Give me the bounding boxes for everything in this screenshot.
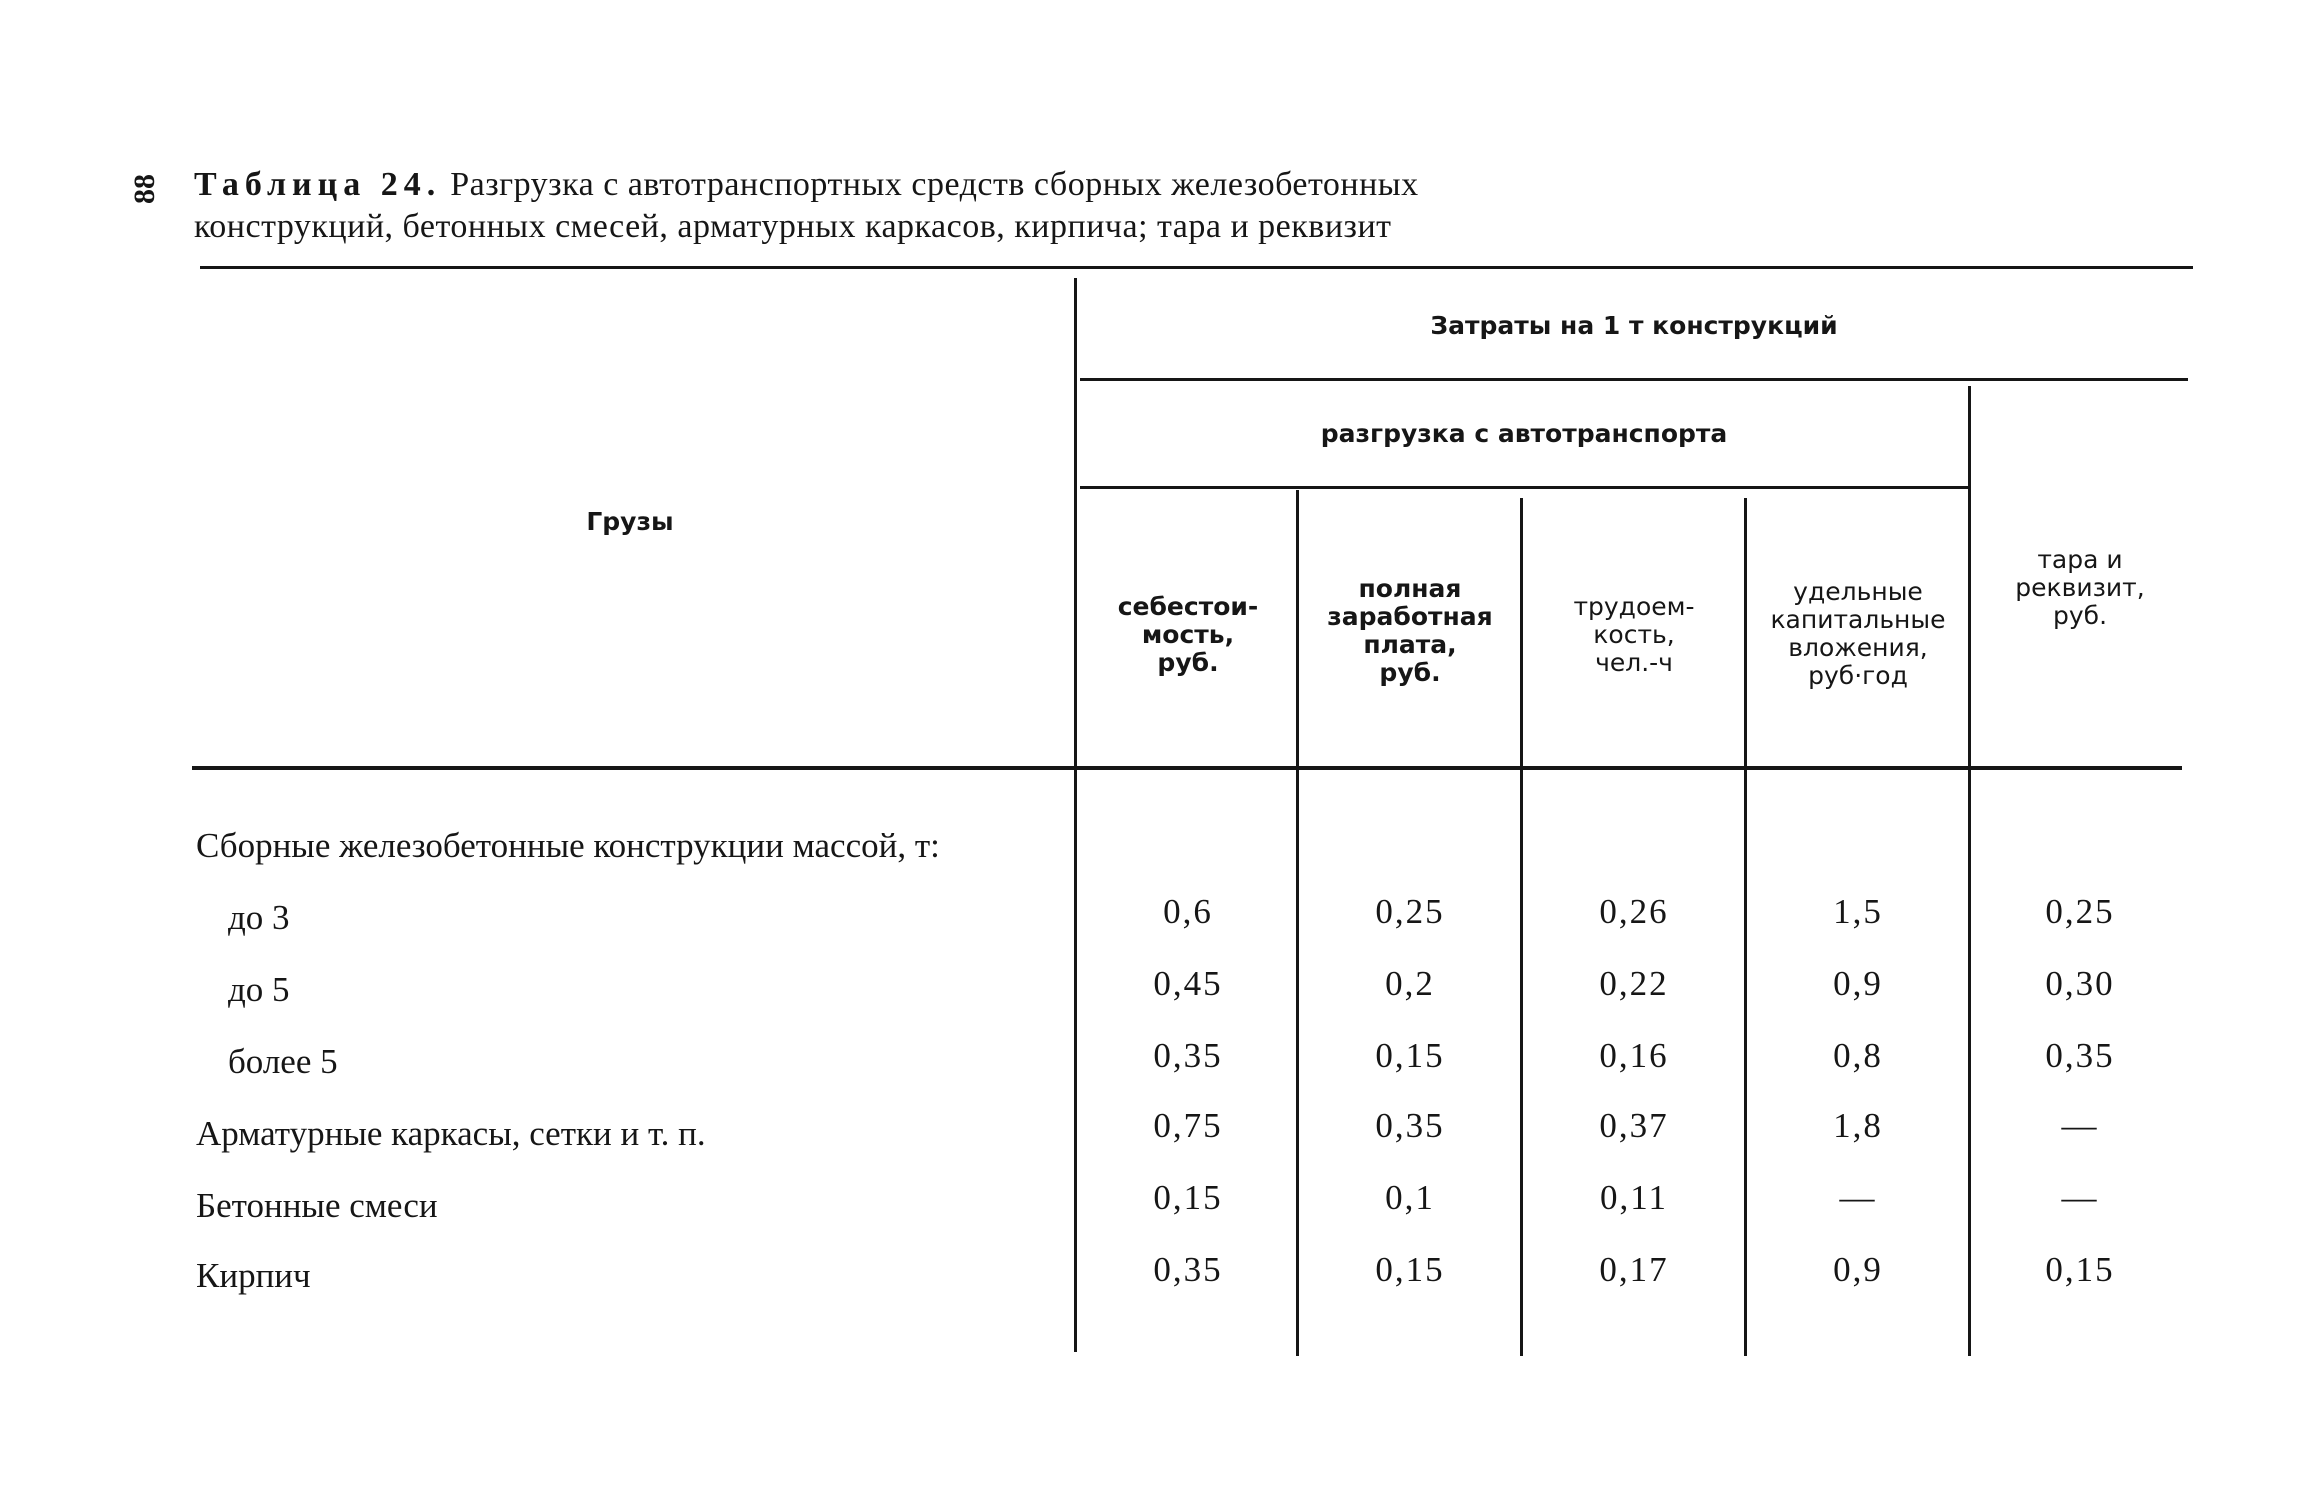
header-cost-price-line: руб. xyxy=(1157,648,1219,677)
header-wages-line: полная xyxy=(1358,574,1462,603)
table-cell: 0,26 xyxy=(1599,892,1669,931)
header-investment xyxy=(1748,554,1968,714)
row-label: до 3 xyxy=(228,898,290,937)
header-wages xyxy=(1300,556,1520,706)
header-unloading: разгрузка с автотранспорта xyxy=(1320,419,1728,448)
table-cell: 0,2 xyxy=(1385,964,1435,1003)
costs-rule xyxy=(1080,378,2188,381)
header-labor xyxy=(1524,560,1744,710)
caption-title: Разгрузка с автотранспортных средств сборных железобетонных xyxy=(450,166,1419,203)
table-cell: — xyxy=(2061,1106,2099,1145)
header-cost-price xyxy=(1080,560,1296,710)
column-divider-1 xyxy=(1296,490,1299,1356)
table-cell: 0,6 xyxy=(1163,892,1213,931)
caption-line-1 xyxy=(194,164,1674,206)
header-investment-line: капитальные xyxy=(1770,605,1946,634)
header-labor-line: трудоем- xyxy=(1573,592,1695,621)
table-cell: 0,25 xyxy=(1375,892,1445,931)
table-cell: 1,5 xyxy=(1833,892,1883,931)
caption-label: Таблица 24. xyxy=(194,166,442,203)
header-packaging-line: тара и xyxy=(2037,545,2123,574)
row-label: Арматурные каркасы, сетки и т. п. xyxy=(196,1114,706,1153)
table-cell: 0,25 xyxy=(2045,892,2115,931)
goods-column-divider xyxy=(1074,278,1077,1352)
table-cell: 0,45 xyxy=(1153,964,1223,1003)
table-cell: 0,35 xyxy=(1153,1250,1223,1289)
unloading-rule xyxy=(1080,486,1968,489)
row-label: до 5 xyxy=(228,970,290,1009)
column-divider-2 xyxy=(1520,498,1523,1356)
table-caption xyxy=(194,164,1674,248)
header-costs: Затраты на 1 т конструкций xyxy=(1430,311,1838,340)
table-cell: 0,17 xyxy=(1599,1250,1669,1289)
table-cell: 0,15 xyxy=(1375,1250,1445,1289)
table-cell: 0,11 xyxy=(1600,1178,1668,1217)
table-cell: 0,16 xyxy=(1599,1036,1669,1075)
table-cell: 0,35 xyxy=(2045,1036,2115,1075)
page-number: 88 xyxy=(128,174,161,204)
header-investment-line: вложения, xyxy=(1788,633,1928,662)
header-packaging-line: руб. xyxy=(2052,601,2108,630)
top-rule xyxy=(200,266,2193,269)
table-cell: 0,22 xyxy=(1599,964,1669,1003)
table-cell: 0,15 xyxy=(1375,1036,1445,1075)
table-cell: 0,35 xyxy=(1375,1106,1445,1145)
table-cell: — xyxy=(1839,1178,1877,1217)
header-cost-price-line: мость, xyxy=(1141,620,1235,649)
header-labor-line: чел.-ч xyxy=(1595,648,1673,677)
header-packaging-line: реквизит, xyxy=(2015,573,2145,602)
table-cell: 0,15 xyxy=(2045,1250,2115,1289)
table-cell: 0,1 xyxy=(1385,1178,1435,1217)
table-cell: 0,30 xyxy=(2045,964,2115,1003)
table-cell: 0,15 xyxy=(1153,1178,1223,1217)
header-investment-line: удельные xyxy=(1793,577,1923,606)
header-wages-line: плата, xyxy=(1363,630,1457,659)
column-divider-4 xyxy=(1968,386,1971,1356)
header-labor-line: кость, xyxy=(1593,620,1675,649)
header-cost-price-line: себестои- xyxy=(1117,592,1259,621)
header-goods: Грузы xyxy=(586,507,674,536)
header-packaging xyxy=(1972,528,2188,648)
header-investment-line: руб·год xyxy=(1808,661,1908,690)
header-wages-line: руб. xyxy=(1379,658,1441,687)
table-cell: 0,8 xyxy=(1833,1036,1883,1075)
row-label: более 5 xyxy=(228,1042,338,1081)
table-cell: 0,35 xyxy=(1153,1036,1223,1075)
row-label: Кирпич xyxy=(196,1256,311,1295)
row-label-group: Сборные железобетонные конструкции массой, т: xyxy=(196,826,940,865)
header-bottom-rule xyxy=(192,766,2182,770)
table-cell: 0,9 xyxy=(1833,1250,1883,1289)
table-cell: 1,8 xyxy=(1833,1106,1883,1145)
column-divider-3 xyxy=(1744,498,1747,1356)
header-wages-line: заработная xyxy=(1327,602,1493,631)
table-cell: 0,75 xyxy=(1153,1106,1223,1145)
table-cell: 0,9 xyxy=(1833,964,1883,1003)
caption-line-2: конструкций, бетонных смесей, арматурных каркасов, кирпича; тара и реквизит xyxy=(194,208,1392,245)
table-cell: — xyxy=(2061,1178,2099,1217)
table-cell: 0,37 xyxy=(1599,1106,1669,1145)
row-label: Бетонные смеси xyxy=(196,1186,438,1225)
